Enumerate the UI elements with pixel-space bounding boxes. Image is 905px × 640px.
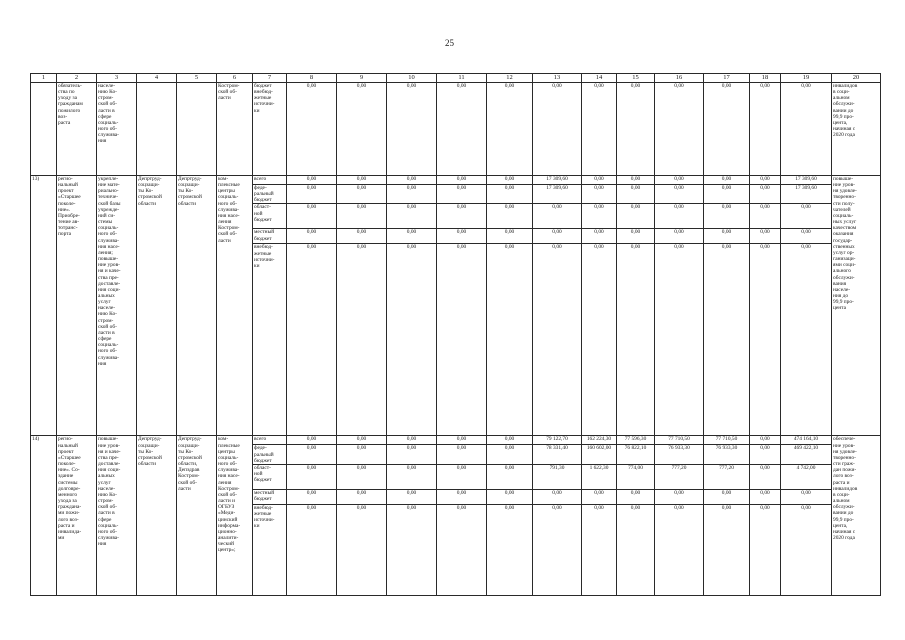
r13-responsible: Депртруд- соцзащи- ты Ко- стромской области (177, 176, 217, 436)
r13-value-16: 0,00 (655, 176, 704, 185)
r14-value-19: 0,00 (781, 489, 832, 504)
table-row-continued (31, 83, 881, 176)
column-number-17: 17 (704, 74, 750, 83)
r13-value-19: 17 309,60 (781, 185, 832, 204)
cont-col-1 (31, 83, 57, 176)
page-number: 25 (445, 38, 454, 48)
r13-value-17: 0,00 (704, 185, 750, 204)
r13-value-10: 0,00 (387, 176, 437, 185)
r14-value-16: 0,00 (655, 489, 704, 504)
cont-value-15: 0,00 (617, 83, 655, 176)
header-row (31, 74, 881, 83)
r13-value-13: 17 309,60 (533, 185, 582, 204)
r14-row-1 (31, 436, 881, 445)
r14-value-8: 0,00 (287, 445, 337, 464)
r13-value-11: 0,00 (437, 244, 487, 436)
r13-value-16: 0,00 (655, 229, 704, 244)
r13-value-12: 0,00 (487, 244, 533, 436)
r13-value-13: 0,00 (533, 204, 582, 229)
r14-value-10: 0,00 (387, 436, 437, 445)
column-number-13: 13 (533, 74, 582, 83)
cont-value-19: 0,00 (781, 83, 832, 176)
cont-col-6: Костром- ской об- ласти (217, 83, 253, 176)
r13-value-11: 0,00 (437, 176, 487, 185)
r13-value-16: 0,00 (655, 204, 704, 229)
r13-value-17: 0,00 (704, 176, 750, 185)
cont-col-4 (137, 83, 177, 176)
r14-value-14: 1 622,30 (582, 464, 617, 489)
r13-value-12: 0,00 (487, 185, 533, 204)
column-number-9: 9 (337, 74, 387, 83)
r14-value-10: 0,00 (387, 489, 437, 504)
r14-value-10: 0,00 (387, 504, 437, 595)
column-number-16: 16 (655, 74, 704, 83)
r13-value-12: 0,00 (487, 176, 533, 185)
budget-table (30, 73, 881, 596)
column-number-18: 18 (750, 74, 781, 83)
r14-coordinator: Депртруд- соцзащи- ты Ко- стромской области (137, 436, 177, 595)
r14-value-16: 77 710,50 (655, 436, 704, 445)
r13-value-14: 0,00 (582, 185, 617, 204)
r14-value-9: 0,00 (337, 504, 387, 595)
r13-value-15: 0,00 (617, 176, 655, 185)
cont-value-11: 0,00 (437, 83, 487, 176)
r14-value-19: 4 742,00 (781, 464, 832, 489)
r13-value-8: 0,00 (287, 229, 337, 244)
r13-value-15: 0,00 (617, 185, 655, 204)
r14-value-13: 78 331,40 (533, 445, 582, 464)
r13-value-12: 0,00 (487, 204, 533, 229)
r14-value-12: 0,00 (487, 489, 533, 504)
r13-value-14: 0,00 (582, 244, 617, 436)
r13-funding-source: област- ной бюджет (253, 204, 287, 229)
column-number-4: 4 (137, 74, 177, 83)
column-number-3: 3 (97, 74, 137, 83)
r13-value-9: 0,00 (337, 229, 387, 244)
r13-value-10: 0,00 (387, 229, 437, 244)
cont-value-10: 0,00 (387, 83, 437, 176)
r13-value-12: 0,00 (487, 229, 533, 244)
r14-value-17: 777,20 (704, 464, 750, 489)
r13-value-14: 0,00 (582, 204, 617, 229)
r14-value-14: 0,00 (582, 489, 617, 504)
cont-col-5 (177, 83, 217, 176)
r13-result: повыше- ние уров- ня удовле- творенно- сти полу- чателей социаль- ных услуг качеством оказания государ- ственных услуг ор- ганизаци- ями соци- ального обслужи- вания населе- ния до 99,9 про- цента (832, 176, 881, 436)
r14-value-15: 0,00 (617, 489, 655, 504)
r13-value-10: 0,00 (387, 185, 437, 204)
r14-value-13: 79 122,70 (533, 436, 582, 445)
r14-value-14: 0,00 (582, 504, 617, 595)
r14-value-16: 76 933,30 (655, 445, 704, 464)
r14-value-18: 0,00 (750, 489, 781, 504)
r14-funding-source: внебюд- жетные источни- ки (253, 504, 287, 595)
r13-value-9: 0,00 (337, 185, 387, 204)
column-number-15: 15 (617, 74, 655, 83)
r13-value-18: 0,00 (750, 244, 781, 436)
r13-value-13: 0,00 (533, 244, 582, 436)
r13-value-16: 0,00 (655, 244, 704, 436)
r14-value-16: 0,00 (655, 504, 704, 595)
r13-value-18: 0,00 (750, 176, 781, 185)
r14-value-13: 0,00 (533, 489, 582, 504)
r13-value-17: 0,00 (704, 244, 750, 436)
r14-value-8: 0,00 (287, 489, 337, 504)
r14-value-11: 0,00 (437, 464, 487, 489)
r13-value-15: 0,00 (617, 229, 655, 244)
cont-value-12: 0,00 (487, 83, 533, 176)
column-number-12: 12 (487, 74, 533, 83)
column-number-7: 7 (253, 74, 287, 83)
r14-value-16: 777,20 (655, 464, 704, 489)
r14-project-name: регио- нальный проект «Старшее поколе- ние». Со- здание системы долговре- менного ухода за граждана- ми пожи- лого воз- раста и инвалида- ми (57, 436, 97, 595)
r14-value-18: 0,00 (750, 436, 781, 445)
r14-value-12: 0,00 (487, 445, 533, 464)
r13-value-8: 0,00 (287, 176, 337, 185)
r13-value-19: 0,00 (781, 229, 832, 244)
r14-value-14: 162 224,30 (582, 436, 617, 445)
r13-value-8: 0,00 (287, 204, 337, 229)
r13-coordinator: Депртруд- соцзащи- ты Ко- стромской области (137, 176, 177, 436)
r13-value-15: 0,00 (617, 244, 655, 436)
r14-responsible: Депртруд- соцзащи- ты Ко- стромской области, Депздрав Костром- ской об- ласти (177, 436, 217, 595)
r13-value-8: 0,00 (287, 244, 337, 436)
r14-value-13: 791,30 (533, 464, 582, 489)
r14-value-9: 0,00 (337, 445, 387, 464)
r14-value-13: 0,00 (533, 504, 582, 595)
r13-goal: укрепле- ние мате- риально- техниче- ской базы учрежде- ний си- стемы социаль- ного об- служива- ния насе- ления; повыше- ние уров- ня и каче- ства пре- доставле- ния соци- альных услуг населе- нию Ко- стром- ской об- ласти в сфере социаль- ного об- служива- ния (97, 176, 137, 436)
column-number-5: 5 (177, 74, 217, 83)
r13-value-13: 0,00 (533, 229, 582, 244)
column-number-2: 2 (57, 74, 97, 83)
table-body (31, 74, 881, 596)
r13-value-17: 0,00 (704, 204, 750, 229)
r14-value-11: 0,00 (437, 436, 487, 445)
r14-value-12: 0,00 (487, 436, 533, 445)
cont-col-7: бюджет внебюд- жетные источни- ки (253, 83, 287, 176)
r13-value-11: 0,00 (437, 185, 487, 204)
column-number-8: 8 (287, 74, 337, 83)
cont-col-3: населе- нию Ко- стром- ской об- ласти в сфере социаль- ного об- служива- ния (97, 83, 137, 176)
r14-value-9: 0,00 (337, 489, 387, 504)
r13-value-11: 0,00 (437, 229, 487, 244)
r14-value-19: 0,00 (781, 504, 832, 595)
r14-value-11: 0,00 (437, 489, 487, 504)
r13-value-11: 0,00 (437, 204, 487, 229)
column-number-6: 6 (217, 74, 253, 83)
r14-value-8: 0,00 (287, 464, 337, 489)
r14-value-18: 0,00 (750, 464, 781, 489)
r14-goal: повыше- ние уров- ня и каче- ства пре- доставле- ния соци- альных услуг населе- нию Ко- стром- ской об- ласти в сфере социаль- ного об- служива- ния (97, 436, 137, 595)
r13-value-10: 0,00 (387, 244, 437, 436)
cont-value-13: 0,00 (533, 83, 582, 176)
r13-value-9: 0,00 (337, 176, 387, 185)
column-number-14: 14 (582, 74, 617, 83)
cont-value-8: 0,00 (287, 83, 337, 176)
r14-funding-source: област- ной бюджет (253, 464, 287, 489)
r13-value-9: 0,00 (337, 244, 387, 436)
r14-funding-source: всего (253, 436, 287, 445)
r13-value-15: 0,00 (617, 204, 655, 229)
r14-value-17: 0,00 (704, 504, 750, 595)
column-number-1: 1 (31, 74, 57, 83)
cont-value-17: 0,00 (704, 83, 750, 176)
r13-value-14: 0,00 (582, 176, 617, 185)
r14-value-11: 0,00 (437, 445, 487, 464)
r14-value-8: 0,00 (287, 504, 337, 595)
column-number-11: 11 (437, 74, 487, 83)
r14-value-12: 0,00 (487, 464, 533, 489)
r13-number: 13) (31, 176, 57, 436)
r14-value-10: 0,00 (387, 464, 437, 489)
r13-project-name: регио- нальный проект «Старшее поколе- ние». Приобре- тение ав- тотранс- порта (57, 176, 97, 436)
r13-executor: ком- плексные центры социаль- ного об- служива- ния насе- ления Костром- ской об- ласти (217, 176, 253, 436)
r14-value-18: 0,00 (750, 504, 781, 595)
r13-value-19: 0,00 (781, 204, 832, 229)
r13-row-1 (31, 176, 881, 185)
r14-value-15: 77 596,30 (617, 436, 655, 445)
r13-value-10: 0,00 (387, 204, 437, 229)
r14-value-15: 76 822,10 (617, 445, 655, 464)
column-number-19: 19 (781, 74, 832, 83)
r14-value-9: 0,00 (337, 436, 387, 445)
r13-value-8: 0,00 (287, 185, 337, 204)
cont-col-2: обязатель- ства по уходу за гражданам пожилого воз- раста (57, 83, 97, 176)
cont-value-9: 0,00 (337, 83, 387, 176)
r14-value-9: 0,00 (337, 464, 387, 489)
r14-value-19: 469 422,10 (781, 445, 832, 464)
r13-value-9: 0,00 (337, 204, 387, 229)
r14-funding-source: феде- ральный бюджет (253, 445, 287, 464)
r14-executor: ком- плексные центры социаль- ного об- служива- ния насе- ления Костром- ской об- ласти и ОГБУЗ «Меди- цинский информа- ционно- аналити- ческий центр»; (217, 436, 253, 595)
r14-funding-source: местный бюджет (253, 489, 287, 504)
r13-value-18: 0,00 (750, 229, 781, 244)
r13-value-18: 0,00 (750, 185, 781, 204)
r13-value-13: 17 309,60 (533, 176, 582, 185)
r14-value-17: 77 710,50 (704, 436, 750, 445)
r14-value-18: 0,00 (750, 445, 781, 464)
r13-funding-source: всего (253, 176, 287, 185)
cont-col-20: инвалидов в соци- альном обслужи- вании до 99,9 про- цента, начиная с 2020 года (832, 83, 881, 176)
cont-value-18: 0,00 (750, 83, 781, 176)
r14-value-10: 0,00 (387, 445, 437, 464)
r14-value-15: 0,00 (617, 504, 655, 595)
column-number-20: 20 (832, 74, 881, 83)
column-number-10: 10 (387, 74, 437, 83)
r13-funding-source: феде- ральный бюджет (253, 185, 287, 204)
r14-result: обеспече- ние уров- ня удовле- творенно- сти граж- дан пожи- лого воз- раста и инвалидов в соци- альном обслужи- вании до 99,9 про- цента, начиная с 2020 года (832, 436, 881, 595)
r13-value-19: 0,00 (781, 244, 832, 436)
r13-funding-source: внебюд- жетные источни- ки (253, 244, 287, 436)
r14-value-8: 0,00 (287, 436, 337, 445)
cont-value-14: 0,00 (582, 83, 617, 176)
r13-value-14: 0,00 (582, 229, 617, 244)
r13-value-16: 0,00 (655, 185, 704, 204)
r14-value-11: 0,00 (437, 504, 487, 595)
cont-value-16: 0,00 (655, 83, 704, 176)
r14-value-17: 0,00 (704, 489, 750, 504)
r13-value-17: 0,00 (704, 229, 750, 244)
r14-value-12: 0,00 (487, 504, 533, 595)
r14-value-19: 474 164,10 (781, 436, 832, 445)
r13-value-18: 0,00 (750, 204, 781, 229)
r14-value-15: 774,00 (617, 464, 655, 489)
r13-funding-source: местный бюджет (253, 229, 287, 244)
r14-number: 14) (31, 436, 57, 595)
r14-value-14: 160 602,00 (582, 445, 617, 464)
r14-value-17: 76 933,30 (704, 445, 750, 464)
r13-value-19: 17 309,60 (781, 176, 832, 185)
